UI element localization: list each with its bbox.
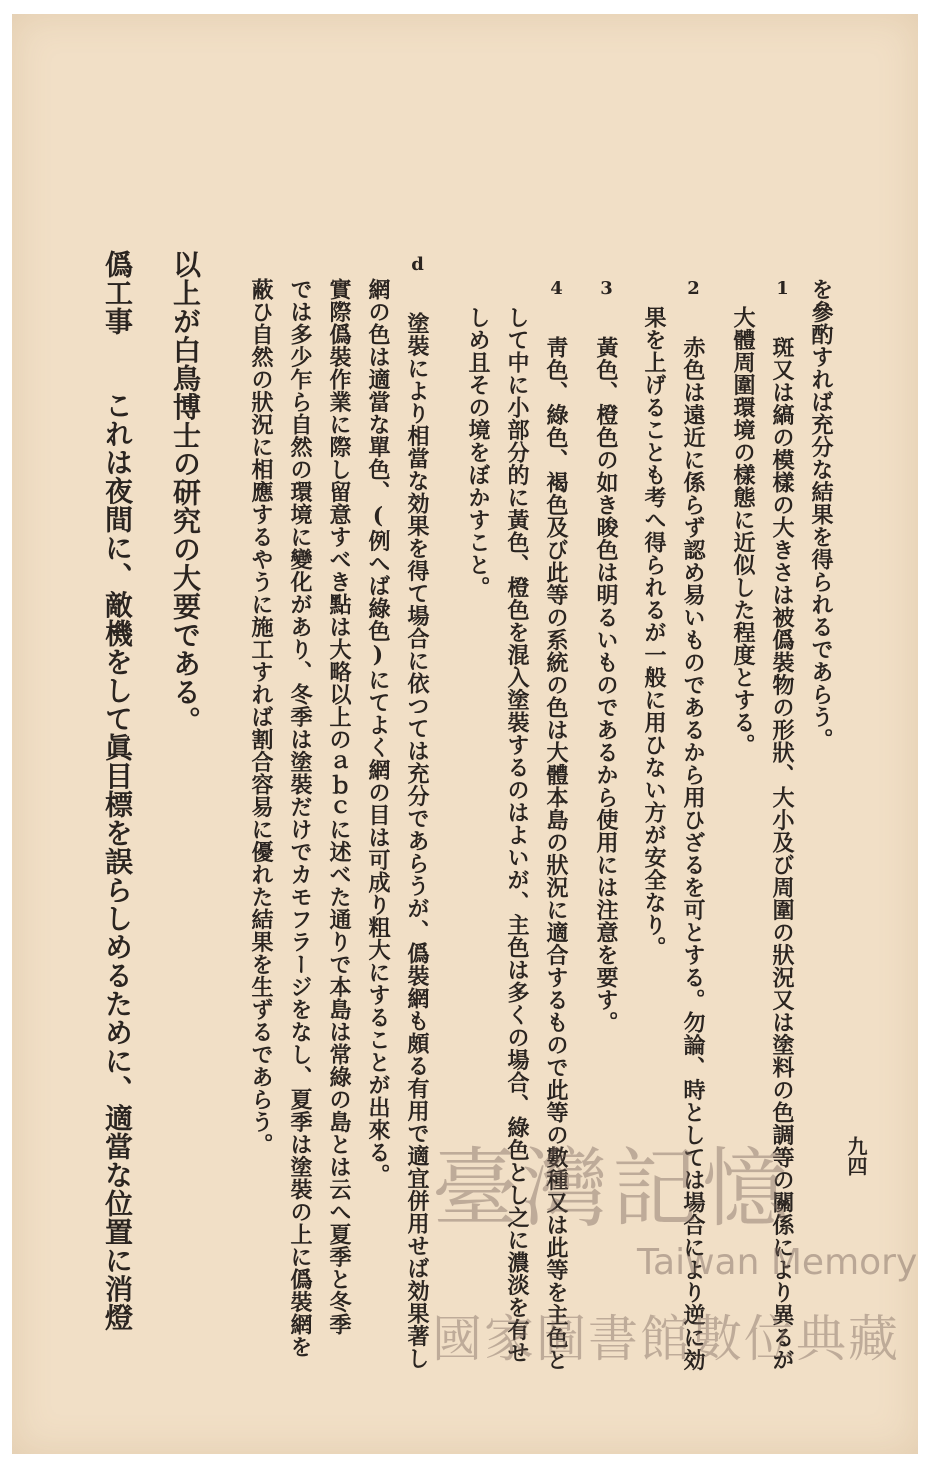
column-text: 斑又は縞の模樣の大きさは被僞裝物の形狀、大小及び周圍の狀況又は塗料の色調等の關係により異るが [769, 336, 795, 1371]
column-text: 網の色は適當な單色、(例へば綠色)にてよく網の目は可成り粗大にすることが出來る。 [365, 278, 391, 1186]
column-text: 實際僞裝作業に際し留意すべき點は大略以上のａｂｃに述べた通りで本島は常綠の島とは云へ夏季と冬季 [326, 278, 352, 1336]
text-column-12 [326, 278, 352, 1458]
column-text: これは夜間に、敵機をして眞目標を誤らしめるために、適當な位置に消燈 [101, 391, 134, 1332]
column-text: 大體周圍環境の樣態に近似した程度とする。 [730, 306, 756, 756]
text-column-13 [287, 278, 313, 1458]
watermark-logo-text: 臺灣記憶 [432, 1139, 792, 1239]
text-column-10 [404, 254, 430, 1458]
text-column-3 [730, 306, 756, 1456]
column-text: しめ且その境をぼかすこと。 [465, 306, 491, 599]
text-column-5 [641, 306, 667, 1456]
item-letter: d [407, 254, 428, 276]
text-column-11 [365, 278, 391, 1458]
item-number: 3 [596, 278, 617, 300]
column-text: では多少乍ら自然の環境に變化があり、冬季は塗裝だけでカモフラージをなし、夏季は塗裝の上に僞裝網を [287, 278, 313, 1358]
page [12, 14, 918, 1454]
column-text: 黃色、橙色の如き晙色は明るいものであるから使用には注意を要す。 [593, 336, 619, 1034]
section-heading-column [100, 250, 134, 1450]
summary-line [168, 250, 202, 1450]
item-number: 4 [546, 278, 567, 300]
text-column-7 [543, 278, 569, 1458]
column-text: 果を上げることも考へ得られるが一般に用ひない方が安全なり。 [641, 306, 667, 959]
column-text: 赤色は遠近に係らず認め易いものであるから用ひざるを可とする。勿論、時としては場合により逆に効 [680, 336, 706, 1371]
text-column-14 [248, 278, 274, 1458]
section-heading: 僞工事 [101, 250, 134, 336]
column-text: 以上が白鳥博士の研究の大要である。 [169, 250, 202, 735]
column-text: 蔽ひ自然の狀況に相應するやうに施工すれば割合容易に優れた結果を生ずるであらう。 [248, 278, 274, 1156]
watermark-english: Taiwan Memory [637, 1242, 918, 1283]
item-number: 2 [683, 278, 704, 300]
column-text: を參酌すれば充分な結果を得られるであらう。 [808, 278, 834, 751]
watermark-subtitle: 國家圖書館數位典藏 [432, 1310, 900, 1368]
column-text: 靑色、綠色、褐色及び此等の系統の色は大體本島の狀況に適合するもので此等の數種又は此等を主色と [543, 336, 569, 1371]
column-text: して中に小部分的に黃色、橙色を混入塗裝するのはよいが、主色は多くの場合、綠色とし之に濃淡を有せ [504, 306, 530, 1364]
text-column-9 [465, 306, 491, 1456]
item-number: 1 [772, 278, 793, 300]
column-text: 塗裝により相當な効果を得て場合に依つては充分であらうが、僞裝網も頗る有用で適宜併用せば効果著し [404, 312, 430, 1370]
page-number: 九四 [844, 1136, 868, 1176]
text-column-6 [593, 278, 619, 1458]
text-column-8 [504, 306, 530, 1456]
